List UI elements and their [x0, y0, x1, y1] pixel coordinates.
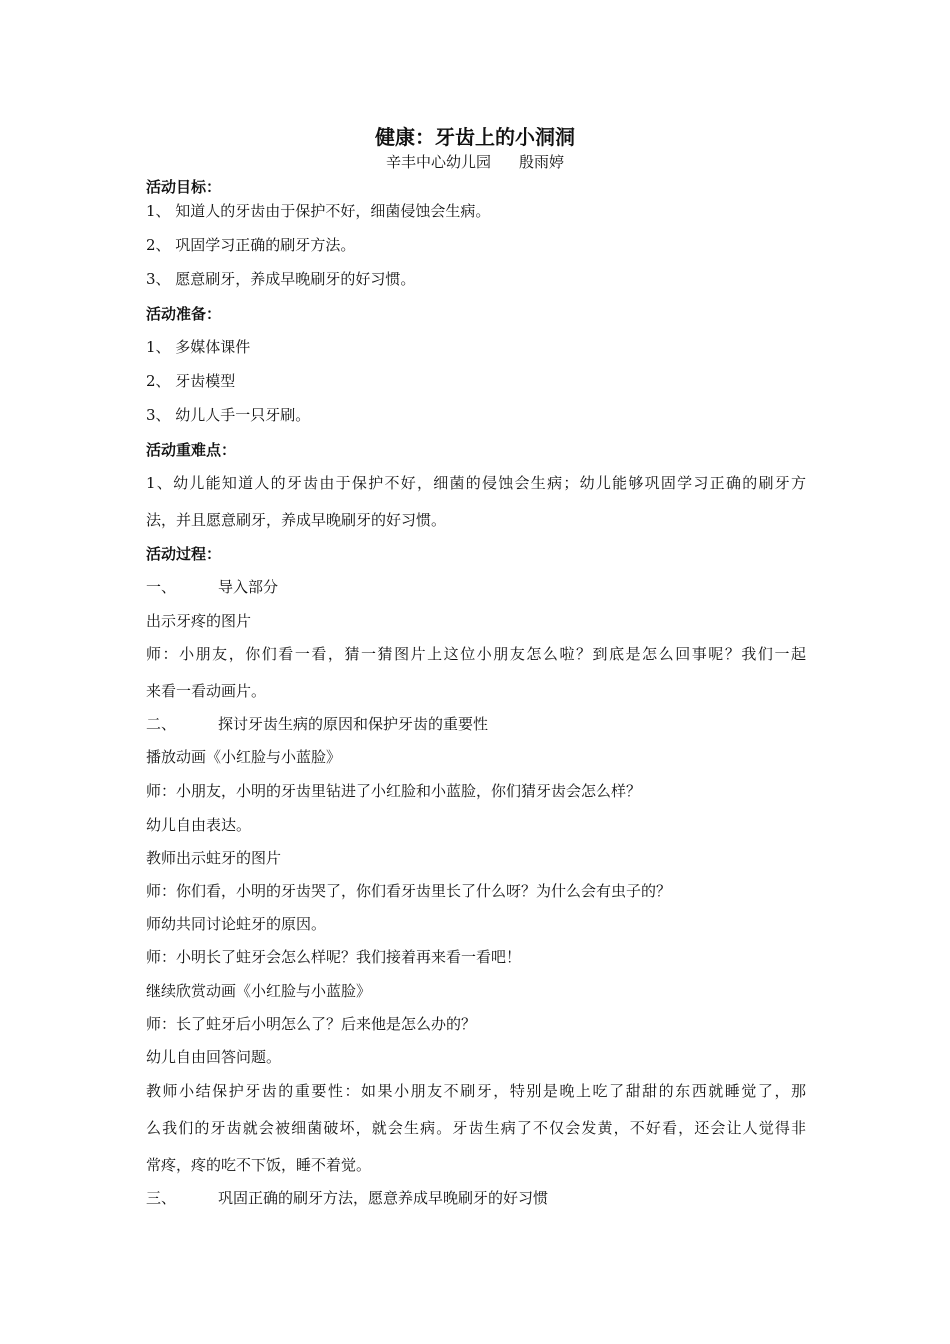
document-byline	[0, 152, 950, 172]
author-name: 殷雨婷	[519, 153, 565, 171]
process-heading: 活动过程：	[146, 545, 222, 563]
paragraph: 出示牙疼的图片	[146, 612, 252, 630]
section-heading	[146, 1187, 806, 1209]
section-number: 三、	[146, 1189, 177, 1207]
paragraph: 师：小朋友，小明的牙齿里钻进了小红脸和小蓝脸，你们猜牙齿会怎么样？	[146, 782, 642, 800]
paragraph: 常疼，疼的吃不下饭，睡不着觉。	[146, 1156, 372, 1174]
paragraph: 播放动画《小红脸与小蓝脸》	[146, 748, 342, 766]
paragraph: 教师小结保护牙齿的重要性：如果小朋友不刷牙，特别是晚上吃了甜甜的东西就睡觉了，那	[146, 1082, 806, 1100]
paragraph: 师幼共同讨论蛀牙的原因。	[146, 915, 327, 933]
paragraph: 幼儿自由表达。	[146, 816, 252, 834]
section-title: 导入部分	[218, 578, 279, 596]
objective-item: 2、 巩固学习正确的刷牙方法。	[146, 236, 356, 254]
paragraph: 师：小朋友，你们看一看，猜一猜图片上这位小朋友怎么啦？到底是怎么回事呢？我们一起	[146, 645, 806, 663]
paragraph: 么我们的牙齿就会被细菌破坏，就会生病。牙齿生病了不仅会发黄，不好看，还会让人觉得非	[146, 1119, 806, 1137]
paragraph: 师：你们看，小明的牙齿哭了，你们看牙齿里长了什么呀？为什么会有虫子的？	[146, 882, 672, 900]
paragraph: 幼儿自由回答问题。	[146, 1048, 282, 1066]
keypoints-heading: 活动重难点：	[146, 441, 237, 459]
section-heading	[146, 713, 806, 735]
keypoints-text: 法，并且愿意刷牙，养成早晚刷牙的好习惯。	[146, 511, 447, 529]
preparation-item: 2、 牙齿模型	[146, 372, 236, 390]
section-title: 巩固正确的刷牙方法，愿意养成早晚刷牙的好习惯	[218, 1189, 549, 1207]
paragraph: 来看一看动画片。	[146, 682, 267, 700]
preparation-item: 3、 幼儿人手一只牙刷。	[146, 406, 311, 424]
keypoints-text: 1、幼儿能知道人的牙齿由于保护不好，细菌的侵蚀会生病；幼儿能够巩固学习正确的刷牙方	[146, 474, 806, 492]
section-heading	[146, 576, 806, 598]
section-title: 探讨牙齿生病的原因和保护牙齿的重要性	[218, 715, 489, 733]
objective-item: 1、 知道人的牙齿由于保护不好，细菌侵蚀会生病。	[146, 202, 491, 220]
paragraph: 师：小明长了蛀牙会怎么样呢？我们接着再来看一看吧！	[146, 948, 522, 966]
objectives-heading: 活动目标：	[146, 178, 222, 196]
school-name: 辛丰中心幼儿园	[385, 153, 491, 171]
document-title: 健康：牙齿上的小洞洞	[375, 125, 575, 149]
objective-item: 3、 愿意刷牙，养成早晚刷牙的好习惯。	[146, 270, 416, 288]
preparation-item: 1、 多媒体课件	[146, 338, 251, 356]
paragraph: 教师出示蛀牙的图片	[146, 849, 282, 867]
paragraph: 继续欣赏动画《小红脸与小蓝脸》	[146, 982, 372, 1000]
paragraph: 师：长了蛀牙后小明怎么了？后来他是怎么办的？	[146, 1015, 477, 1033]
section-number: 一、	[146, 578, 177, 596]
section-number: 二、	[146, 715, 177, 733]
preparation-heading: 活动准备：	[146, 305, 222, 323]
